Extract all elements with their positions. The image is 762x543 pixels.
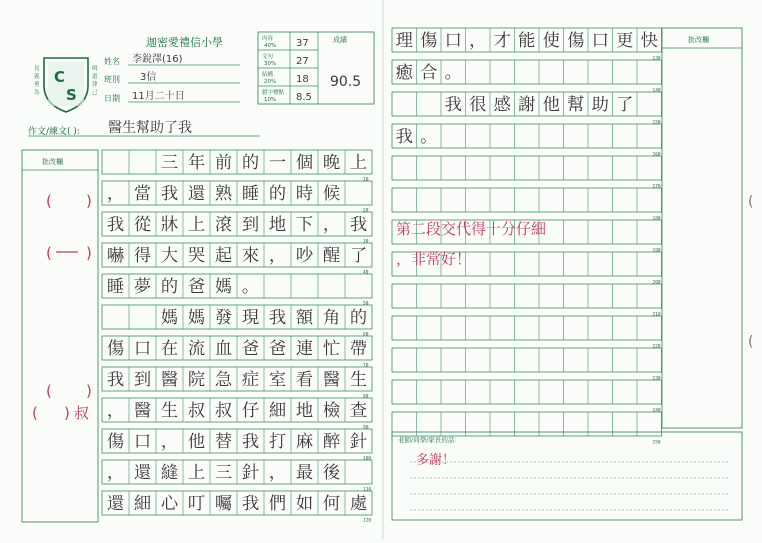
grid-char: 合 (420, 62, 438, 83)
grid-row (392, 156, 662, 180)
row-number: 100 (363, 456, 372, 462)
margin-mark: ( (46, 192, 52, 210)
grid-char: 忙 (322, 338, 341, 359)
grid-char: 口 (591, 30, 609, 51)
grid-char: 爸 (187, 276, 206, 297)
grid-char: 院 (187, 369, 206, 390)
right-margin-label: 批改欄 (688, 36, 709, 44)
grid-char: 心 (160, 493, 179, 514)
teacher-comment-line-2: ，非常好！ (396, 250, 472, 268)
grid-char: 很 (469, 94, 487, 115)
row-number: 230 (652, 376, 661, 382)
grid-char: 我 (395, 126, 413, 147)
svg-text:(: ( (748, 334, 754, 350)
margin-mark: ) (86, 244, 92, 262)
grid-char: 理 (395, 30, 413, 51)
grid-char: ， (322, 214, 341, 235)
grid-char: 媽 (160, 307, 179, 328)
grid-char: 室 (268, 369, 287, 390)
grid-char: 媽 (187, 307, 206, 328)
grid-char: 發 (214, 307, 233, 328)
row-number: 50 (363, 301, 369, 307)
grid-char: 針 (349, 431, 368, 452)
left-margin-label: 批改欄 (42, 158, 63, 166)
score-total: 90.5 (330, 74, 362, 90)
row-number: 10 (363, 177, 369, 183)
grid-char: 還 (187, 183, 206, 204)
grid-char: 爸 (241, 338, 260, 359)
grid-row (392, 188, 662, 212)
grid-char: 細 (268, 400, 287, 421)
grid-char: 時 (295, 183, 314, 204)
feedback-box (392, 432, 742, 520)
score-row-weight: 10% (264, 97, 277, 103)
feedback-value: 多謝！ (416, 453, 456, 468)
grid-char: 處 (349, 493, 368, 514)
grid-char: 最 (295, 462, 314, 483)
grid-char: 。 (444, 62, 462, 83)
grid-char: 叔 (214, 400, 233, 421)
title-label: 作文/練文( ): (28, 127, 80, 137)
student-fields (104, 52, 240, 103)
grid-char: 夢 (133, 276, 152, 297)
grid-char: 的 (268, 183, 287, 204)
name-value: 李銳澤(16) (132, 54, 183, 65)
grid-row (392, 380, 662, 404)
margin-mark: ) (86, 382, 92, 400)
row-number: 240 (652, 408, 661, 414)
grid-char: 仔 (241, 400, 260, 421)
grid-char: 麻 (295, 431, 314, 452)
grid-char: 何 (322, 493, 341, 514)
margin-mark: ) (64, 404, 70, 422)
grid-char: 醫 (322, 369, 341, 390)
grid-char: 起 (214, 245, 233, 266)
grid-row (392, 348, 662, 372)
grid-char: 晚 (322, 152, 341, 173)
grid-char: 傷 (567, 30, 585, 51)
school-name: 迦密愛禮信小學 (146, 36, 223, 49)
row-number: 70 (363, 363, 369, 369)
grid-char: 三 (160, 152, 179, 173)
grid-char: 我 (106, 369, 125, 390)
grid-char: 生 (349, 369, 368, 390)
grid-char: ， (106, 183, 125, 204)
grid-char: 我 (349, 214, 368, 235)
grid-char: 醫 (133, 400, 152, 421)
grid-char: 後 (322, 462, 341, 483)
grid-char: 縫 (160, 462, 179, 483)
grid-char: 額 (295, 307, 314, 328)
logo-motto-left-1: 見 (34, 66, 40, 72)
row-number: 130 (652, 56, 661, 62)
grid-char: 查 (349, 400, 368, 421)
grid-char: 的 (241, 152, 260, 173)
grid-char: 睡 (106, 276, 125, 297)
grid-char: 角 (322, 307, 341, 328)
score-row-value: 8.5 (296, 92, 312, 103)
grid-char: ， (268, 245, 287, 266)
grid-char: 還 (106, 493, 125, 514)
grid-char: 哭 (187, 245, 206, 266)
grid-char: 們 (268, 493, 287, 514)
grid-char: 睡 (241, 183, 260, 204)
row-number: 20 (363, 208, 369, 214)
grid-char: 傷 (420, 30, 438, 51)
logo-motto-left-2: 義 (34, 74, 40, 80)
grid-char: 上 (349, 152, 368, 173)
logo-motto-left-4: 為 (34, 90, 40, 96)
grid-char: 媽 (214, 276, 233, 297)
grid-char: 針 (241, 462, 260, 483)
row-number: 60 (363, 332, 369, 338)
score-row-label: 內容 (262, 36, 274, 42)
school-logo (34, 58, 98, 112)
grid-row (392, 284, 662, 308)
grid-char: 到 (241, 214, 260, 235)
name-label: 姓名 (104, 57, 120, 66)
svg-text:(: ( (748, 194, 754, 210)
score-row-weight: 40% (264, 43, 277, 49)
grid-char: 醉 (322, 431, 341, 452)
row-number: 150 (652, 120, 661, 126)
logo-motto-right-3: 律 (92, 82, 98, 88)
row-number: 250 (652, 440, 661, 446)
margin-mark: ( (46, 382, 52, 400)
grid-char: 檢 (322, 400, 341, 421)
grid-char: 上 (187, 214, 206, 235)
row-number: 120 (363, 518, 372, 524)
score-row-value: 18 (296, 74, 309, 85)
logo-motto-left-3: 勇 (34, 82, 40, 88)
class-label: 班別 (104, 75, 120, 84)
teacher-comment-line-1: 第二段交代得十分仔細 (396, 220, 547, 238)
grid-char: 癒 (395, 62, 413, 83)
grid-char: 替 (214, 431, 233, 452)
margin-mark: ( (32, 404, 38, 422)
row-number: 170 (652, 184, 661, 190)
grid-char: 傷 (106, 431, 125, 452)
margin-marks (32, 192, 92, 422)
grid-char: 滾 (214, 214, 233, 235)
grid-char: 感 (493, 94, 511, 115)
score-table (258, 32, 374, 104)
grid-char: 口 (133, 338, 152, 359)
grid-char: 來 (241, 245, 260, 266)
grid-char: 年 (187, 152, 206, 173)
grid-char: 血 (214, 338, 233, 359)
grid-char: 現 (241, 307, 260, 328)
left-writing-grid (102, 150, 372, 524)
grid-char: 囑 (214, 493, 233, 514)
grid-char: ， (106, 462, 125, 483)
grid-char: 在 (160, 338, 179, 359)
grid-char: 的 (160, 276, 179, 297)
grid-char: 我 (268, 307, 287, 328)
grid-char: 使 (542, 30, 560, 51)
grid-char: 幫 (567, 94, 585, 115)
score-row-label: 結構 (262, 72, 274, 78)
date-value: 11月二十日 (132, 91, 185, 102)
grid-char: 口 (133, 431, 152, 452)
grid-char: 還 (133, 462, 152, 483)
grid-char: 更 (616, 30, 634, 51)
score-row-value: 37 (296, 38, 309, 49)
grid-char: 大 (160, 245, 179, 266)
row-number: 110 (363, 487, 372, 493)
score-row-label: 錯字標點 (262, 90, 285, 96)
row-number: 90 (363, 425, 369, 431)
grid-char: 他 (187, 431, 206, 452)
essay-title: 醫生幫助了我 (108, 120, 192, 136)
grid-char: 了 (616, 94, 634, 115)
logo-motto-right-1: 明 (92, 66, 98, 72)
grid-char: 症 (241, 369, 260, 390)
grid-char: 能 (518, 30, 536, 51)
row-number: 80 (363, 394, 369, 400)
grid-char: 助 (591, 94, 609, 115)
grid-char: 我 (160, 183, 179, 204)
grid-char: 我 (444, 94, 462, 115)
grid-char: 個 (295, 152, 314, 173)
grid-char: 連 (295, 338, 314, 359)
grid-char: 吵 (295, 245, 314, 266)
grid-char: 。 (241, 276, 260, 297)
row-number: 140 (652, 88, 661, 94)
grid-char: 當 (133, 183, 152, 204)
grid-char: 打 (268, 431, 287, 452)
grid-char: 三 (214, 462, 233, 483)
grid-row (392, 316, 662, 340)
score-row-weight: 20% (264, 79, 277, 85)
grid-char: 嚇 (106, 245, 125, 266)
feedback-label: 老師/同學/家長的話： (398, 436, 461, 444)
grid-char: 我 (241, 493, 260, 514)
row-number: 200 (652, 280, 661, 286)
grid-char: 叮 (187, 493, 206, 514)
grid-char: 得 (133, 245, 152, 266)
grid-char: 口 (444, 30, 462, 51)
grid-char: 地 (268, 214, 287, 235)
row-number: 210 (652, 312, 661, 318)
row-number: 180 (652, 216, 661, 222)
grid-char: ， (268, 462, 287, 483)
score-header: 成績 (333, 36, 347, 44)
grid-char: 帶 (349, 338, 368, 359)
grid-char: 熟 (214, 183, 233, 204)
grid-char: 地 (295, 400, 314, 421)
date-label: 日期 (104, 94, 120, 103)
grid-char: 才 (493, 30, 511, 51)
grid-char: 爸 (268, 338, 287, 359)
row-number: 40 (363, 270, 369, 276)
grid-char: 到 (133, 369, 152, 390)
score-row-weight: 30% (264, 61, 277, 67)
grid-char: ， (160, 431, 179, 452)
grid-char: 生 (160, 400, 179, 421)
grid-char: 牀 (160, 214, 179, 235)
grid-char: 謝 (518, 94, 536, 115)
row-number: 220 (652, 344, 661, 350)
grid-char: 他 (542, 94, 560, 115)
grid-char: 下 (295, 214, 314, 235)
grid-char: 醒 (322, 245, 341, 266)
grid-char: ， (106, 400, 125, 421)
grid-char: 候 (322, 183, 341, 204)
grid-char: 。 (420, 126, 438, 147)
grid-char: ， (469, 30, 487, 51)
grid-char: 上 (187, 462, 206, 483)
margin-mark: 叔 (74, 404, 90, 422)
right-margin-column (662, 28, 742, 428)
logo-letter-c: C (54, 68, 66, 86)
grid-char: 看 (295, 369, 314, 390)
grid-char: 醫 (160, 369, 179, 390)
grid-char: 流 (187, 338, 206, 359)
score-row-value: 27 (296, 56, 309, 67)
margin-mark: ) (86, 192, 92, 210)
grid-char: 的 (349, 307, 368, 328)
row-number: 190 (652, 248, 661, 254)
logo-motto-right-2: 道 (92, 74, 98, 80)
grid-char: 一 (268, 152, 287, 173)
row-number: 160 (652, 152, 661, 158)
grid-char: 我 (241, 431, 260, 452)
grid-char: 叔 (187, 400, 206, 421)
logo-letter-s: S (66, 86, 77, 104)
grid-char: 快 (640, 30, 658, 51)
grid-char: 我 (106, 214, 125, 235)
grid-char: 急 (214, 369, 233, 390)
logo-motto-right-4: 己 (92, 90, 98, 96)
grid-char: 從 (133, 214, 152, 235)
row-number: 30 (363, 239, 369, 245)
grid-char: 傷 (106, 338, 125, 359)
grid-char: 細 (133, 493, 152, 514)
grid-char: 如 (295, 493, 314, 514)
class-value: 3信 (140, 72, 157, 83)
grid-char: 前 (214, 152, 233, 173)
margin-mark: ( (46, 244, 52, 262)
score-row-label: 文句 (262, 54, 274, 60)
grid-char: 了 (349, 245, 368, 266)
